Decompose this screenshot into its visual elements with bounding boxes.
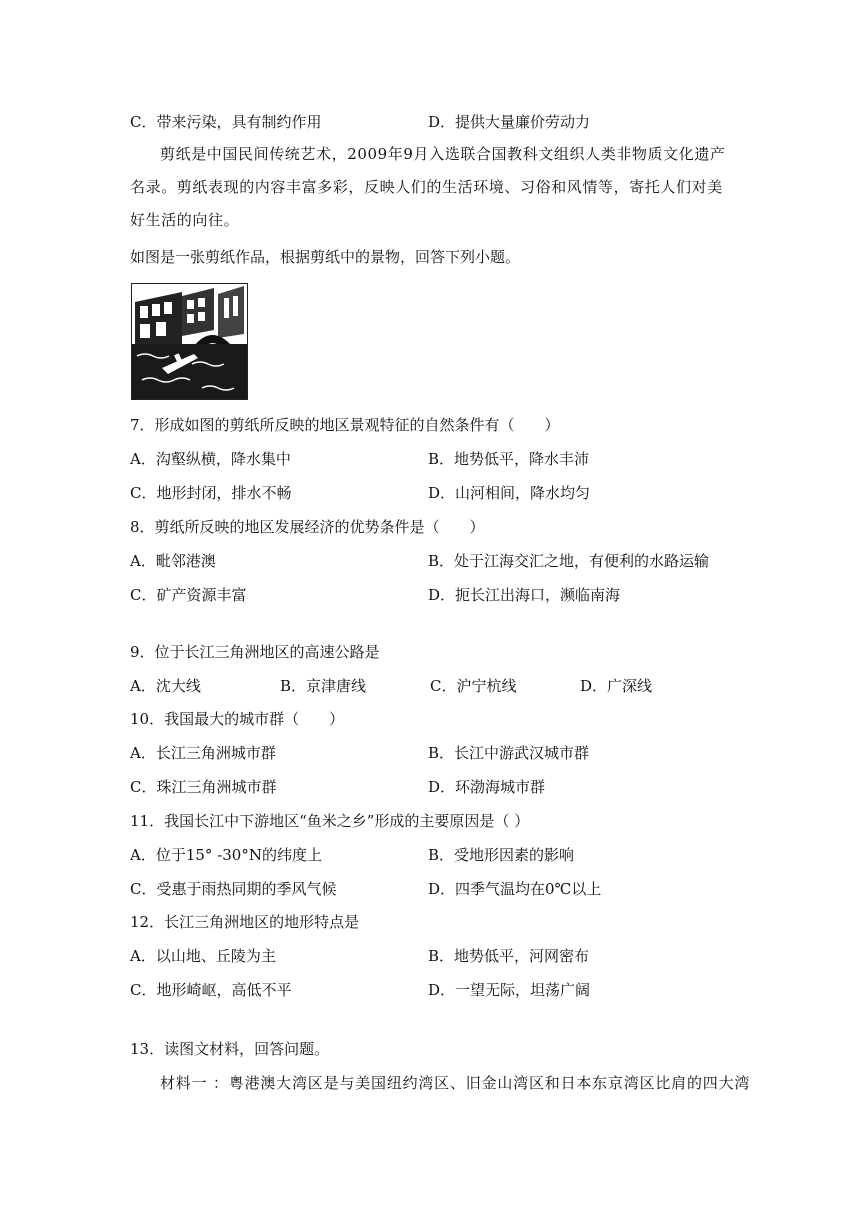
q7-option-a: A．沟壑纵横，降水集中 — [130, 450, 291, 468]
q12-option-b: B．地势低平，河网密布 — [428, 947, 590, 965]
question-13-stem: 13．读图文材料，回答问题。 — [130, 1040, 330, 1058]
q9-option-b: B．京津唐线 — [280, 677, 367, 695]
option-c-prev: C．带来污染，具有制约作用 — [130, 113, 322, 131]
q9-option-d: D．广深线 — [580, 677, 653, 695]
q9-option-a: A．沈大线 — [130, 677, 201, 695]
q10-option-a: A．长江三角洲城市群 — [130, 744, 276, 762]
q8-option-d: D．扼长江出海口，濒临南海 — [428, 586, 621, 604]
question-10-stem: 10．我国最大的城市群（ ） — [130, 710, 345, 728]
q11-option-c: C．受惠于雨热同期的季风气候 — [130, 880, 337, 898]
question-9-stem: 9．位于长江三角洲地区的高速公路是 — [130, 643, 380, 661]
q9-option-c: C．沪宁杭线 — [430, 677, 517, 695]
q10-option-c: C．珠江三角洲城市群 — [130, 778, 277, 796]
q7-option-d: D．山河相间，降水均匀 — [428, 484, 591, 502]
option-d-prev: D．提供大量廉价劳动力 — [428, 113, 591, 131]
q8-option-b: B．处于江海交汇之地，有便利的水路运输 — [428, 552, 710, 570]
q11-option-a: A．位于15° -30°N的纬度上 — [130, 846, 322, 864]
q8-option-a: A．毗邻港澳 — [130, 552, 216, 570]
q11-option-d: D．四季气温均在0℃以上 — [428, 880, 602, 898]
q11-option-b: B．受地形因素的影响 — [428, 846, 575, 864]
q12-option-c: C．地形崎岖，高低不平 — [130, 981, 292, 999]
question-11-stem: 11．我国长江中下游地区“鱼米之乡”形成的主要原因是（ ） — [130, 812, 530, 830]
q8-option-c: C．矿产资源丰富 — [130, 586, 247, 604]
material-one: 材料一 ：粤港澳大湾区是与美国纽约湾区、旧金山湾区和日本东京湾区比肩的四大湾 — [160, 1074, 751, 1092]
paper-cut-image — [131, 283, 248, 400]
q12-option-d: D．一望无际，坦荡广阔 — [428, 981, 591, 999]
question-8-stem: 8．剪纸所反映的地区发展经济的优势条件是（ ） — [130, 518, 485, 536]
question-7-stem: 7．形成如图的剪纸所反映的地区景观特征的自然条件有（ ） — [130, 416, 560, 434]
q12-option-a: A．以山地、丘陵为主 — [130, 947, 276, 965]
question-12-stem: 12．长江三角洲地区的地形特点是 — [130, 913, 360, 931]
intro-paragraph: 剪纸是中国民间传统艺术，2009年9月入选联合国教科文组织人类非物质文化遗产名录。剪纸表现的内容丰富多彩，反映人们的生活环境、习俗和风情等，寄托人们对美好生活的向往。 — [130, 145, 726, 229]
figure-caption: 如图是一张剪纸作品，根据剪纸中的景物，回答下列小题。 — [130, 248, 521, 266]
q7-option-b: B．地势低平，降水丰沛 — [428, 450, 590, 468]
q10-option-d: D．环渤海城市群 — [428, 778, 546, 796]
q10-option-b: B．长江中游武汉城市群 — [428, 744, 590, 762]
q7-option-c: C．地形封闭，排水不畅 — [130, 484, 292, 502]
